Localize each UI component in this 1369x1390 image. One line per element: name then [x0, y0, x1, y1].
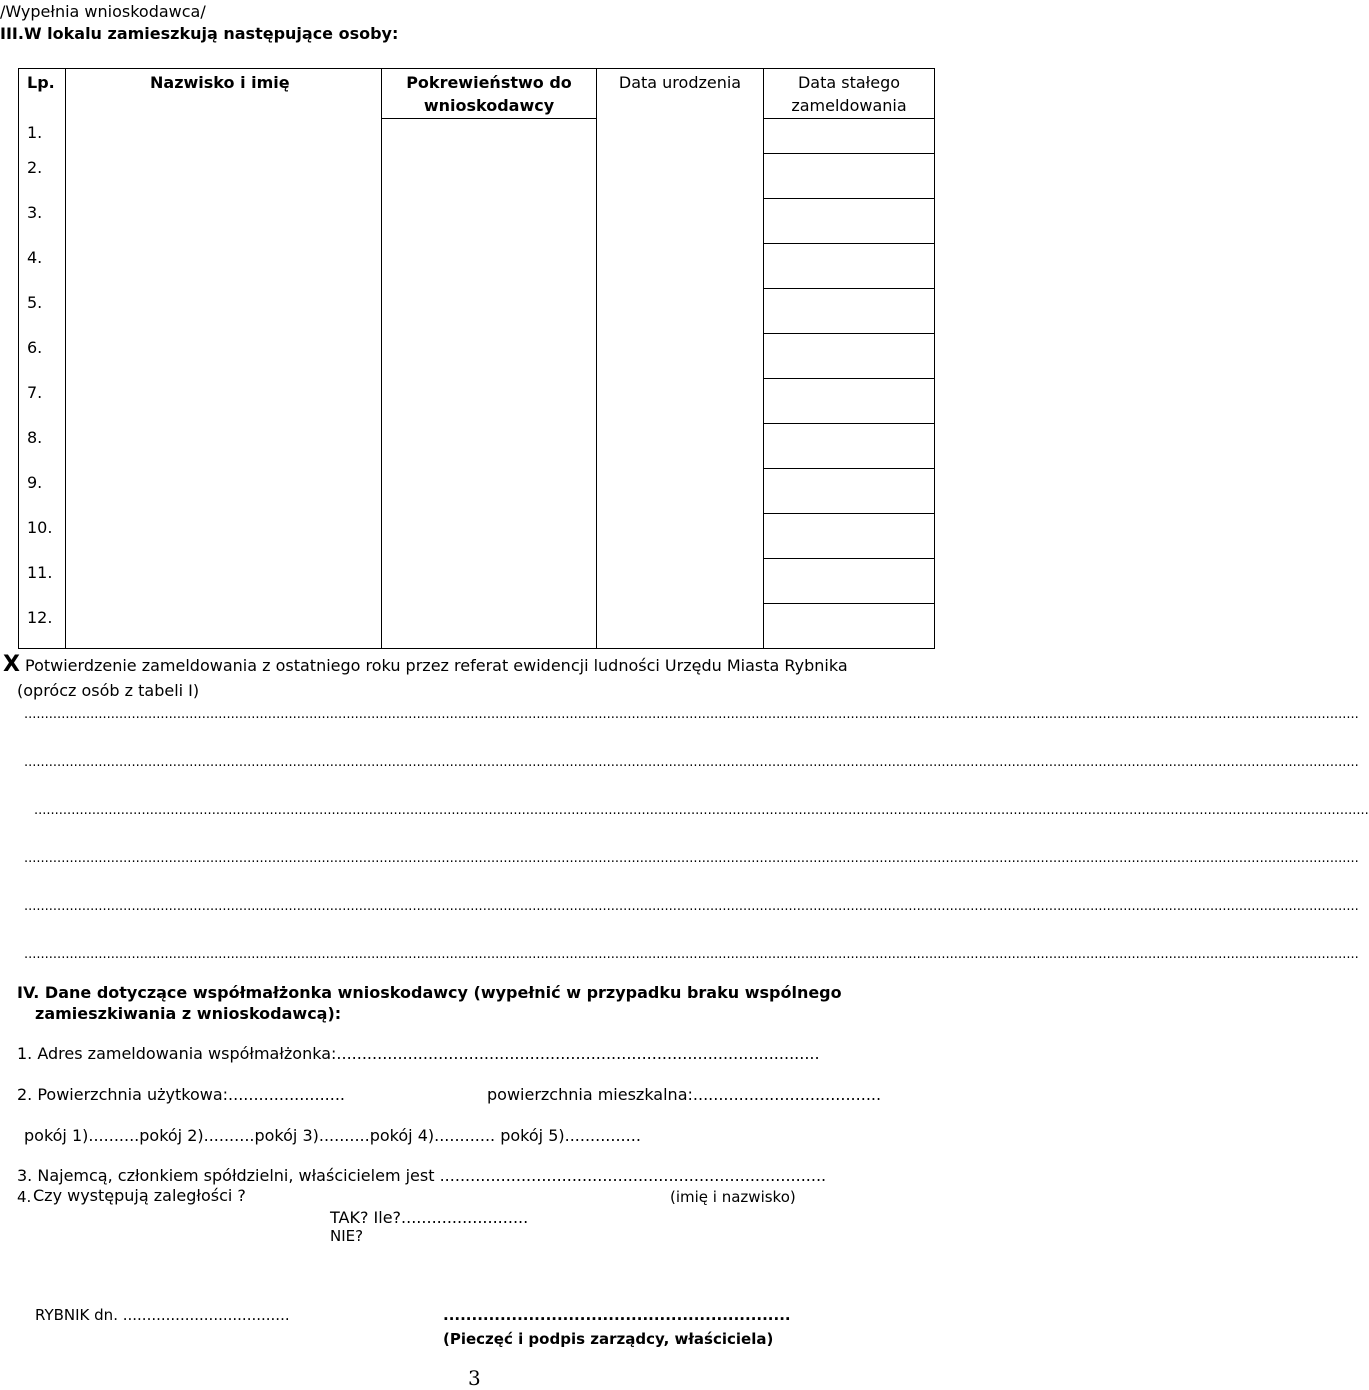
- relation-cell[interactable]: [382, 154, 597, 199]
- name-hint: (imię i nazwisko): [670, 1188, 796, 1206]
- name-cell[interactable]: [66, 334, 382, 379]
- table-row: [19, 469, 935, 514]
- dob-cell[interactable]: [597, 154, 764, 199]
- name-cell[interactable]: [66, 289, 382, 334]
- relation-cell[interactable]: [382, 424, 597, 469]
- relation-cell[interactable]: [382, 379, 597, 424]
- col-header-relation-text: Pokrewieństwo do wnioskodawcy: [406, 73, 572, 115]
- table-row: [19, 514, 935, 559]
- name-cell[interactable]: [66, 514, 382, 559]
- item-4-number: 4.: [17, 1188, 32, 1206]
- name-cell[interactable]: [66, 379, 382, 424]
- name-cell[interactable]: [66, 469, 382, 514]
- table-row: [19, 199, 935, 244]
- owner-field[interactable]: 3. Najemcą, członkiem spółdzielni, właścicielem jest ............................................................................: [17, 1166, 827, 1185]
- row-number: 1.: [19, 119, 66, 154]
- name-cell[interactable]: [66, 559, 382, 604]
- row-number: 6.: [19, 334, 66, 379]
- table-row: [19, 379, 935, 424]
- registration-cell[interactable]: [764, 119, 935, 154]
- dotted-line-3[interactable]: ...................................................................................................................................................................................................................................................................................................................................: [34, 803, 1369, 818]
- table-row: [19, 154, 935, 199]
- row-number: 11.: [19, 559, 66, 604]
- registration-cell[interactable]: [764, 199, 935, 244]
- table-row: [19, 244, 935, 289]
- relation-cell[interactable]: [382, 199, 597, 244]
- dob-cell[interactable]: [597, 244, 764, 289]
- dotted-line-2[interactable]: ...................................................................................................................................................................................................................................................................................................................................: [24, 755, 1359, 770]
- arrears-question: Czy występują zaległości ?: [33, 1186, 246, 1205]
- relation-cell[interactable]: [382, 289, 597, 334]
- confirmation-text: Potwierdzenie zameldowania z ostatniego roku przez referat ewidencji ludności Urzędu Miasta Rybnika: [25, 656, 848, 675]
- row-number: 2.: [19, 154, 66, 199]
- name-cell[interactable]: [66, 119, 382, 154]
- table-row: [19, 559, 935, 604]
- relation-cell[interactable]: [382, 604, 597, 649]
- name-cell[interactable]: [66, 604, 382, 649]
- row-number: 5.: [19, 289, 66, 334]
- registration-cell[interactable]: [764, 514, 935, 559]
- registration-cell[interactable]: [764, 559, 935, 604]
- dob-cell[interactable]: [597, 514, 764, 559]
- section-4-title-cont: zamieszkiwania z wnioskodawcą):: [35, 1004, 342, 1023]
- place-date-field[interactable]: RYBNIK dn. ...................................: [35, 1306, 290, 1324]
- signature-label: (Pieczęć i podpis zarządcy, właściciela): [443, 1330, 774, 1348]
- col-header-lp: Lp.: [19, 69, 66, 119]
- relation-cell[interactable]: [382, 469, 597, 514]
- dob-cell[interactable]: [597, 334, 764, 379]
- row-number: 7.: [19, 379, 66, 424]
- row-number: 4.: [19, 244, 66, 289]
- table-row: [19, 604, 935, 649]
- dob-cell[interactable]: [597, 424, 764, 469]
- table-header-row: [19, 69, 935, 119]
- dob-cell[interactable]: [597, 604, 764, 649]
- col-header-registration-text: Data stałego zameldowania: [791, 73, 907, 115]
- relation-cell[interactable]: [382, 559, 597, 604]
- col-header-relation: [382, 69, 597, 119]
- confirmation-note: (oprócz osób z tabeli I): [17, 681, 200, 700]
- dotted-line-1[interactable]: ...................................................................................................................................................................................................................................................................................................................................: [24, 707, 1359, 722]
- relation-cell[interactable]: [382, 244, 597, 289]
- usable-area-field[interactable]: 2. Powierzchnia użytkowa:.......................: [17, 1085, 346, 1104]
- registration-cell[interactable]: [764, 289, 935, 334]
- rooms-fields[interactable]: pokój 1)..........pokój 2)..........pokój 3)..........pokój 4)............ pokój 5)...............: [24, 1126, 641, 1145]
- dotted-line-4[interactable]: ...................................................................................................................................................................................................................................................................................................................................: [24, 851, 1359, 866]
- name-cell[interactable]: [66, 244, 382, 289]
- relation-cell[interactable]: [382, 334, 597, 379]
- col-header-dob: Data urodzenia: [597, 69, 764, 119]
- dob-cell[interactable]: [597, 379, 764, 424]
- signature-line[interactable]: .............................................................: [443, 1306, 791, 1324]
- checkbox-mark: X: [3, 652, 20, 677]
- yes-option[interactable]: TAK? Ile?.........................: [330, 1208, 529, 1227]
- dob-cell[interactable]: [597, 119, 764, 154]
- table-row: [19, 334, 935, 379]
- section-3-title: III.W lokalu zamieszkują następujące osoby:: [0, 24, 399, 43]
- registration-cell[interactable]: [764, 424, 935, 469]
- living-area-field[interactable]: powierzchnia mieszkalna:.....................................: [487, 1085, 882, 1104]
- table-body: [19, 119, 935, 649]
- table-row: [19, 424, 935, 469]
- registration-cell[interactable]: [764, 604, 935, 649]
- registration-cell[interactable]: [764, 379, 935, 424]
- table-row: [19, 119, 935, 154]
- row-number: 8.: [19, 424, 66, 469]
- registration-cell[interactable]: [764, 334, 935, 379]
- registration-cell[interactable]: [764, 244, 935, 289]
- dob-cell[interactable]: [597, 469, 764, 514]
- spouse-address-field[interactable]: 1. Adres zameldowania współmałżonka:...............................................................................................: [17, 1044, 820, 1063]
- residents-table: [18, 68, 935, 649]
- no-option[interactable]: NIE?: [330, 1227, 364, 1245]
- section-4-title: IV. Dane dotyczące współmałżonka wnioskodawcy (wypełnić w przypadku braku wspólnego: [17, 983, 842, 1002]
- name-cell[interactable]: [66, 199, 382, 244]
- row-number: 12.: [19, 604, 66, 649]
- table-row: [19, 289, 935, 334]
- dob-cell[interactable]: [597, 559, 764, 604]
- row-number: 3.: [19, 199, 66, 244]
- dotted-line-5[interactable]: ...................................................................................................................................................................................................................................................................................................................................: [24, 899, 1359, 914]
- form-note: /Wypełnia wnioskodawca/: [0, 2, 206, 21]
- dob-cell[interactable]: [597, 289, 764, 334]
- relation-cell[interactable]: [382, 514, 597, 559]
- registration-cell[interactable]: [764, 469, 935, 514]
- row-number: 10.: [19, 514, 66, 559]
- registration-cell[interactable]: [764, 154, 935, 199]
- name-cell[interactable]: [66, 424, 382, 469]
- name-cell[interactable]: [66, 154, 382, 199]
- page-number: 3: [468, 1366, 481, 1390]
- dotted-line-6[interactable]: ...................................................................................................................................................................................................................................................................................................................................: [24, 947, 1359, 962]
- col-header-name: Nazwisko i imię: [66, 69, 382, 119]
- relation-cell[interactable]: [382, 119, 597, 154]
- col-header-registration: [764, 69, 935, 119]
- row-number: 9.: [19, 469, 66, 514]
- dob-cell[interactable]: [597, 199, 764, 244]
